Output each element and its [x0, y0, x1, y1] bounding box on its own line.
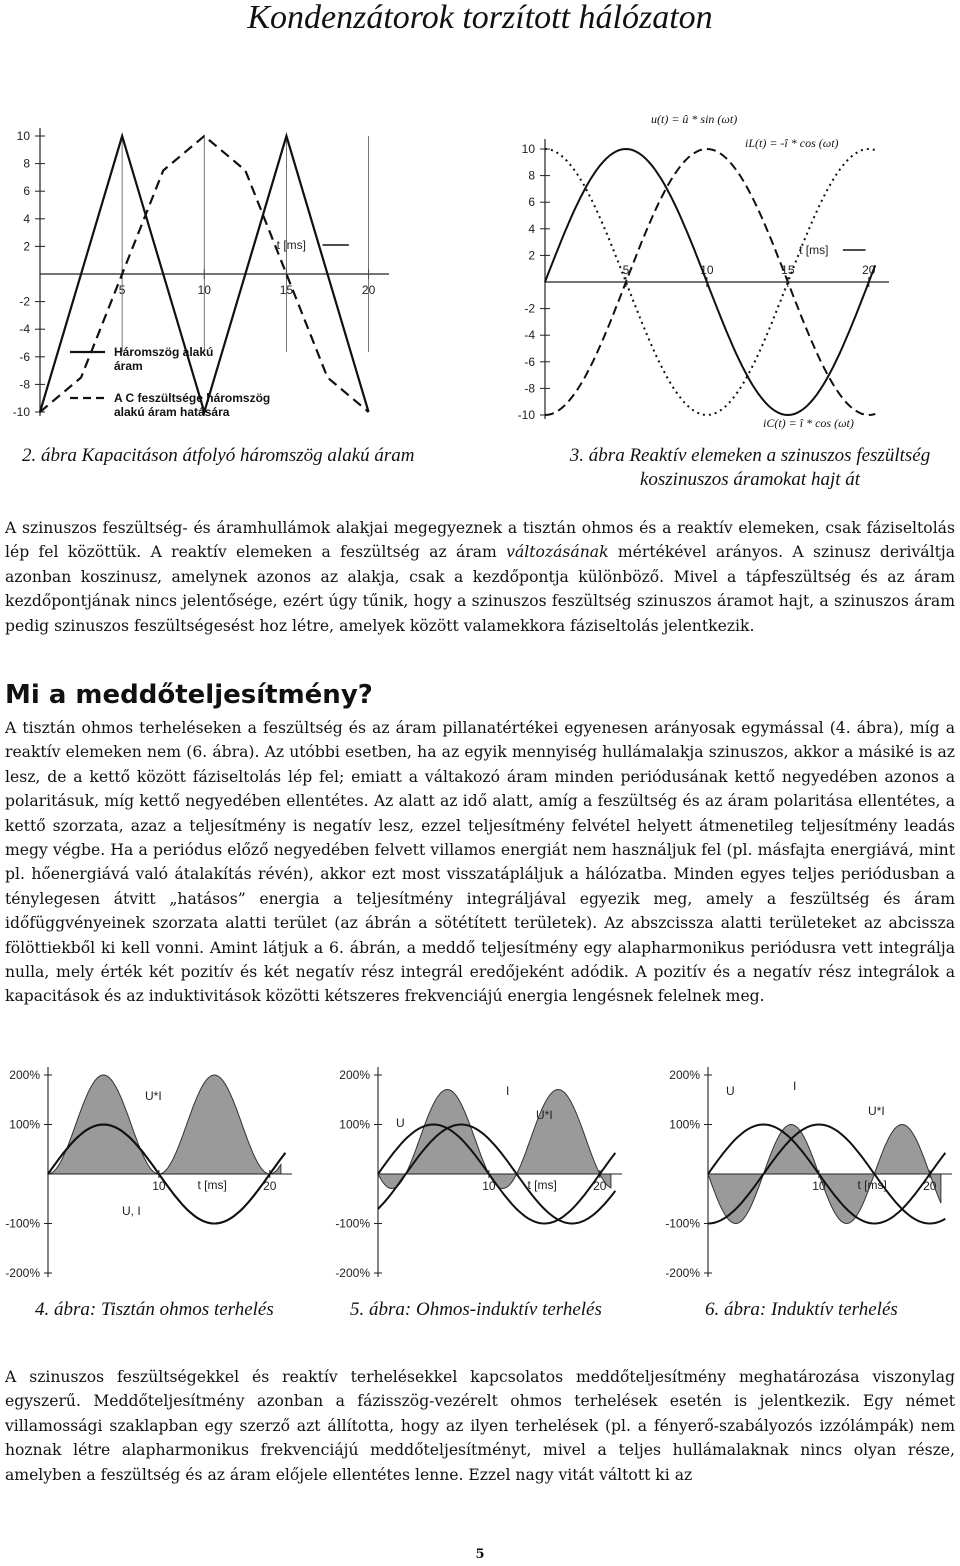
figure-6-inductive [660, 1055, 960, 1285]
figure-3-caption-line1: 3. ábra Reaktív elemeken a szinuszos feszültség [569, 445, 931, 466]
figure-5-caption: 5. ábra: Ohmos-induktív terhelés [350, 1299, 602, 1320]
t-axis-label: t [ms] [276, 238, 307, 252]
x-tick-label: 20 [862, 263, 876, 277]
x-tick-label: 15 [279, 283, 294, 297]
paragraph-3: A szinuszos feszültségekkel és reaktív terhelésekkel kapcsolatos meddőteljesítmény meghatározása viszonylag egyszerű. Meddőteljesítmény azonban a fázisszög-vezérelt ohmos terhelések esetén is jelentkezik. Egy német villamossági szaklapban egy szerző azt állította, hogy az ilyen terhelések (pl. a fényerő-szabályozós izzólámpák) nem hoznak létre alapharmonikus frekvenciájú meddőteljesítményt, mivel a teljes hullámalaknak nincs olyan része, amelyben a feszültség és az áram előjele ellentétes lenne. Ezzel nagy vitát váltott ki az [5, 1368, 955, 1484]
y-tick-label: 200% [339, 1068, 370, 1082]
y-tick-label: -100% [5, 1216, 40, 1231]
paragraph-2: A tisztán ohmos terheléseken a feszültség és az áram pillanatértékei egyenesen arányosak egymással (4. ábra), míg a reaktív elemeken nem (6. ábra). Az utóbbi esetben, ha az egyik mennyiség hullámalakja szinuszos, akkor a másiké is az lesz, de a kettő között fáziseltolás lép fel; emiatt a váltakozó áram minden periódusának kettő negyedében azonos a polaritásuk, míg kettő negyedében ellentétes. Az alatt az idő alatt, amíg a feszültség és az áram polaritása ellentétes, a kettő szorzata, azaz a teljesítmény is negatív lesz, ezzel teljesítmény felvétel helyett átmenetileg teljesítmény leadás megy végbe. Ha a periódus előző negyedében felvett villamos energiát nem használjuk fel (pl. másfajta energiává, mint pl. hőenergiává való átalakítás révén), akkor ezt most visszatápláljuk a hálózatba. Minden egyes teljes periódusban a ténylegesen átvitt „hatásos” energia a teljesítmény integráljával egyezik meg, amely a feszültség és áram időfüggvényeinek szorzata alatti terület (az ábrán a sötétített területek). Az abszcissza alatti területeket az abcissza fölöttiekből ki kell vonni. Amint látjuk a 6. ábrán, a meddő teljesítmény egy alapharmonikus periódusra vett integrálja nulla, mely érték két pozitív és két negatív rész integrál eredőjeként adódik. A pozitív és a negatív rész integrálok a kapacitások és az induktivitások közötti kétszeres frekvenciájú energia lengésnek felelnek meg. [5, 719, 955, 1006]
t-axis-label: t [ms] [197, 1178, 227, 1192]
legend-dashed-label-2: alakú áram hatására [114, 405, 230, 419]
x-tick-label: 10 [152, 1179, 166, 1193]
label-i: I [793, 1079, 797, 1093]
figure-3-reactive-sine [505, 105, 905, 435]
y-tick-label: -2 [524, 301, 535, 316]
section-heading: Mi a meddőteljesítmény? [5, 680, 373, 710]
t-axis-label: t [ms] [799, 243, 829, 257]
y-tick-label: 4 [528, 221, 535, 236]
power-area [48, 1075, 281, 1174]
x-tick-label: 10 [700, 263, 714, 277]
figure-4-ohmic [0, 1055, 300, 1285]
page-number: 5 [475, 1547, 485, 1562]
y-tick-label: -4 [524, 328, 535, 343]
y-tick-label: -2 [19, 294, 30, 309]
label-u-i: U, I [122, 1204, 141, 1218]
x-tick-label: 5 [622, 263, 630, 277]
y-tick-label: -100% [665, 1216, 700, 1231]
y-tick-label: -6 [524, 354, 535, 369]
legend-solid-label-2: áram [114, 359, 143, 373]
figure-4-caption: 4. ábra: Tisztán ohmos terhelés [35, 1299, 274, 1320]
y-tick-label: 8 [528, 168, 535, 183]
x-tick-label: 10 [482, 1179, 496, 1193]
label-ui: U*I [536, 1108, 553, 1122]
y-tick-label: -10 [517, 408, 535, 422]
x-tick-label: 20 [923, 1179, 937, 1193]
paragraph-1 [5, 516, 955, 638]
label-il: iL(t) = -î * cos (ωt) [745, 136, 839, 150]
t-axis-label: t [ms] [527, 1178, 557, 1192]
t-axis-label: t [ms] [857, 1178, 887, 1192]
paragraph-1-emphasis: változásának [506, 543, 609, 562]
y-tick-label: 6 [528, 195, 535, 210]
y-tick-label: 8 [23, 156, 30, 171]
legend-dashed-label-1: A C feszültsége háromszög [114, 391, 271, 405]
label-i: I [506, 1084, 510, 1098]
x-tick-label: 10 [812, 1179, 826, 1193]
y-tick-label: -10 [12, 405, 30, 419]
y-tick-label: 2 [23, 239, 30, 254]
x-tick-label: 15 [781, 263, 795, 277]
y-tick-label: 10 [16, 129, 30, 143]
x-tick-label: 5 [118, 283, 126, 297]
paragraph-1-end: mértékével arányos. A szinusz deriváltja azonban koszinusz, amelynek azonos az alakja, csak a kezdőpontja különböző. Mivel a tápfeszültség és az áram kezdőpontjának nincs jelentősége, ezért úgy tűnik, hogy a szinuszos feszültség szinuszos áramot hajt, a szinuszos áram pedig szinuszos feszültségesést hoz létre, amelyek között valamekkora fáziseltolás jelentkezik. [5, 543, 955, 635]
y-tick-label: 200% [9, 1068, 40, 1082]
label-u: U [396, 1116, 405, 1130]
y-tick-label: 200% [669, 1068, 700, 1082]
y-tick-label: 4 [23, 211, 30, 226]
figure-2-caption: 2. ábra Kapacitáson átfolyó háromszög alakú áram [22, 445, 415, 466]
y-tick-label: 6 [23, 184, 30, 199]
y-tick-label: 100% [339, 1117, 370, 1132]
paragraph-1-text: A szinuszos feszültség- és áramhullámok alakjai megegyeznek a tisztán ohmos és a reaktív elemeken, csak fáziseltolás lép fel közöttük. A reaktív elemeken a feszültség az áram [5, 519, 955, 562]
y-tick-label: -6 [19, 349, 30, 364]
label-u: u(t) = û * sin (ωt) [651, 112, 738, 126]
x-tick-label: 20 [361, 283, 376, 297]
y-tick-label: -100% [335, 1216, 370, 1231]
y-tick-label: -4 [19, 322, 30, 337]
x-tick-label: 20 [593, 1179, 607, 1193]
y-tick-label: -200% [665, 1266, 700, 1280]
x-tick-label: 10 [197, 283, 211, 297]
y-tick-label: -8 [524, 381, 535, 396]
y-tick-label: 100% [669, 1117, 700, 1132]
figure-5-ohmic-inductive [330, 1055, 630, 1285]
y-tick-label: -200% [335, 1266, 370, 1280]
y-tick-label: -8 [19, 377, 30, 392]
label-ic: iC(t) = î * cos (ωt) [763, 416, 854, 430]
label-u: U [726, 1084, 735, 1098]
legend-solid-label-1: Háromszög alakú [114, 345, 214, 359]
label-ui: U*I [868, 1104, 885, 1118]
figure-6-caption: 6. ábra: Induktív terhelés [705, 1299, 898, 1320]
y-tick-label: -200% [5, 1266, 40, 1280]
y-tick-label: 2 [528, 248, 535, 263]
page-title: Kondenzátorok torzított hálózaton [247, 0, 713, 36]
figure-3-caption [540, 444, 960, 492]
y-tick-label: 10 [521, 142, 535, 156]
figure-2-triangle-current [0, 120, 440, 430]
label-ui: U*I [145, 1089, 162, 1103]
figure-3-caption-line2: koszinuszos áramokat hajt át [639, 469, 861, 490]
x-tick-label: 20 [263, 1179, 277, 1193]
y-tick-label: 100% [9, 1117, 40, 1132]
